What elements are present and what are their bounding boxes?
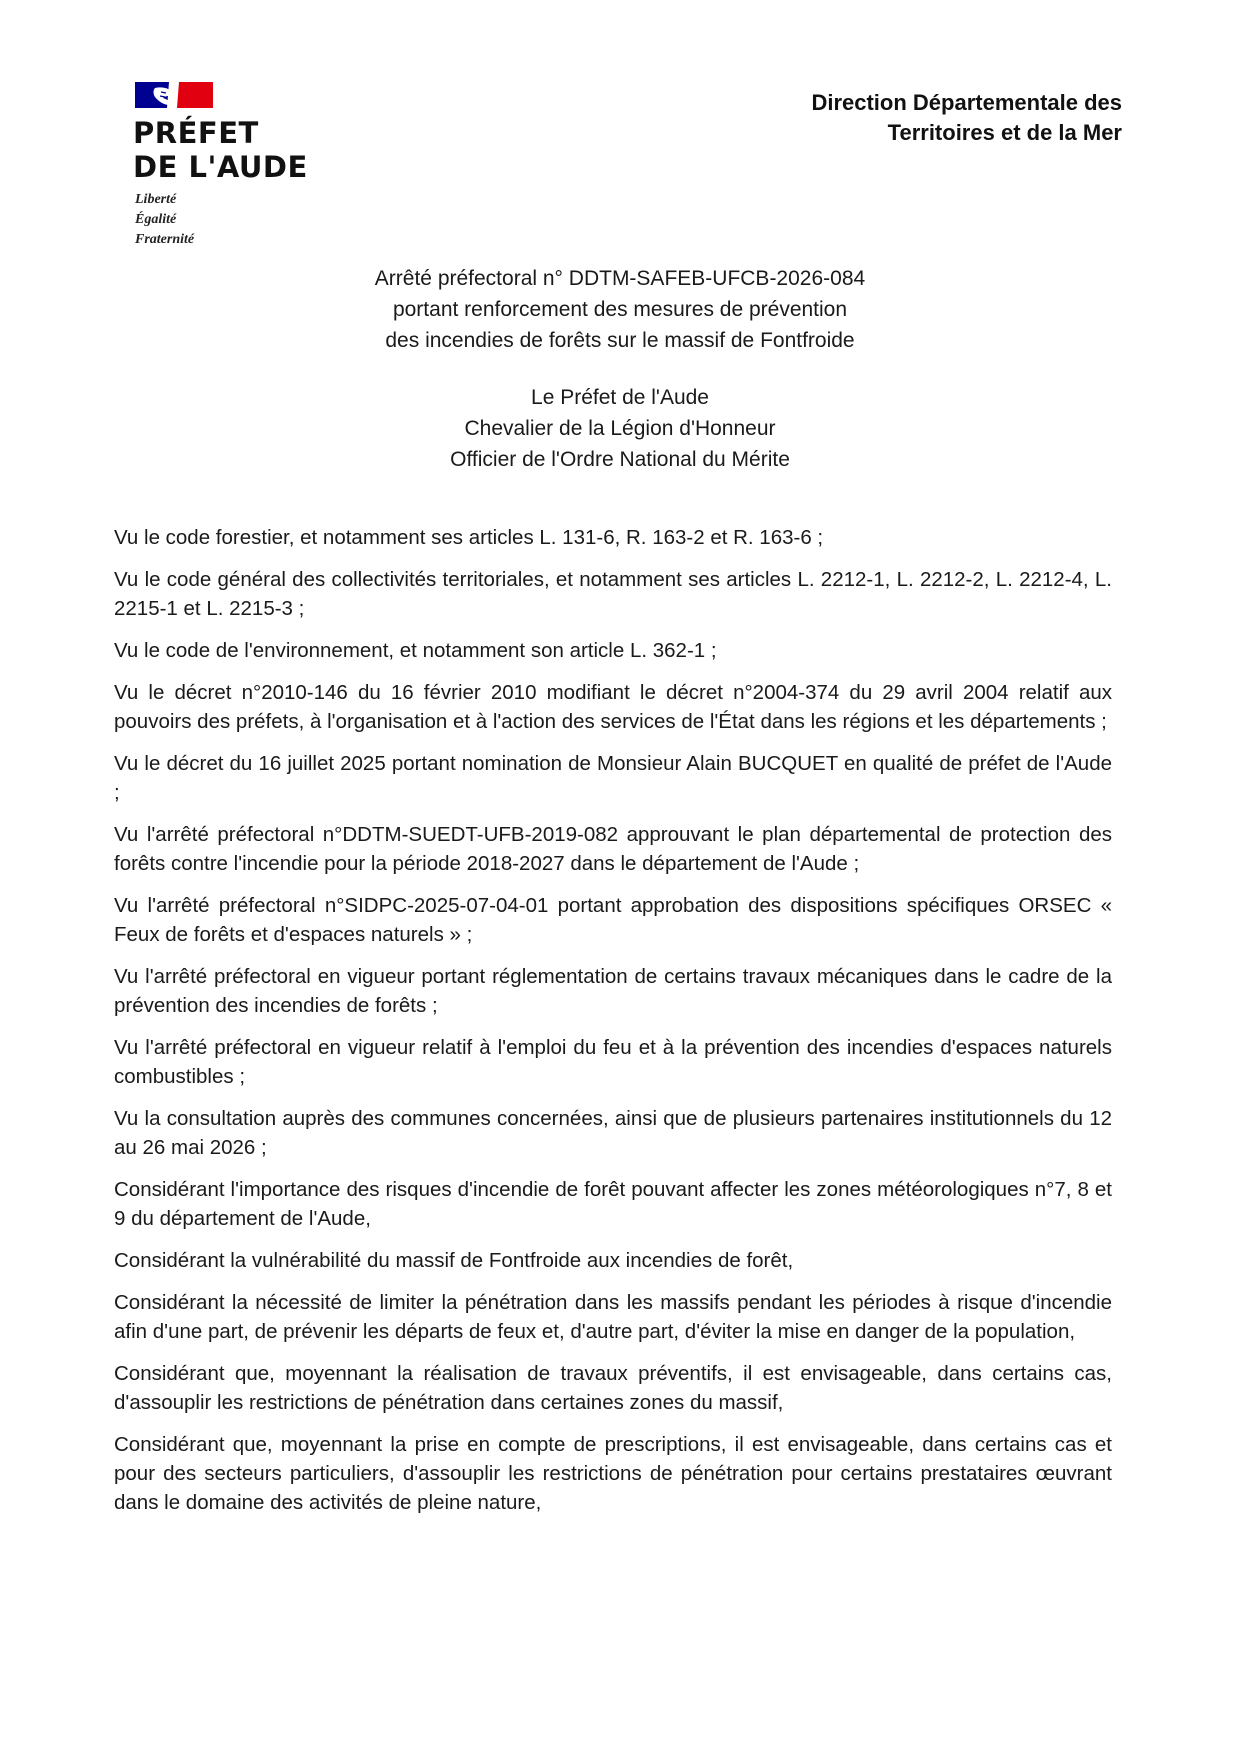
paragraph-considerant-prestataires: Considérant que, moyennant la prise en compte de prescriptions, il est envisageable, dans certains cas et pour des secteurs particuliers, d'assouplir les restrictions de pénétration pour certains prestataires œuvrant dans le domaine des activités de pleine nature, bbox=[114, 1433, 1112, 1514]
paragraph-vu-arrete-orsec: Vu l'arrêté préfectoral n°SIDPC-2025-07-04-01 portant approbation des dispositions spécifiques ORSEC « Feux de forêts et d'espaces naturels » ; bbox=[114, 894, 1112, 946]
decree-title-line2: portant renforcement des mesures de prévention bbox=[392, 298, 848, 321]
paragraph-vu-code-collectivites: Vu le code général des collectivités territoriales, et notamment ses articles L. 2212-1, L. 2212-2, L. 2212-4, L. 2215-1 et L. 2215-3 ; bbox=[114, 568, 1112, 620]
prefet-title-line1: PRÉFET bbox=[133, 116, 259, 150]
signatory-titles bbox=[220, 382, 1020, 475]
signatory-line1: Le Préfet de l'Aude bbox=[531, 386, 709, 409]
marianne-flag-icon bbox=[133, 80, 215, 110]
prefet-title bbox=[133, 116, 308, 184]
paragraph-vu-arrete-pdpfci: Vu l'arrêté préfectoral n°DDTM-SUEDT-UFB-2019-082 approuvant le plan départemental de protection des forêts contre l'incendie pour la période 2018-2027 dans le département de l'Aude ; bbox=[114, 823, 1112, 875]
motto-liberte: Liberté bbox=[135, 192, 177, 207]
decree-title-line1: Arrêté préfectoral n° DDTM-SAFEB-UFCB-2026-084 bbox=[374, 267, 866, 290]
decree-title-line3: des incendies de forêts sur le massif de Fontfroide bbox=[385, 329, 855, 352]
signatory-line2: Chevalier de la Légion d'Honneur bbox=[464, 417, 776, 440]
paragraph-vu-arrete-emploi-feu: Vu l'arrêté préfectoral en vigueur relatif à l'emploi du feu et à la prévention des incendies d'espaces naturels combustibles ; bbox=[114, 1036, 1112, 1088]
direction-line1: Direction Départementale des bbox=[811, 90, 1122, 115]
paragraph-vu-code-forestier: Vu le code forestier, et notamment ses articles L. 131-6, R. 163-2 et R. 163-6 ; bbox=[114, 526, 824, 549]
republic-motto bbox=[135, 190, 194, 250]
direction-line2: Territoires et de la Mer bbox=[887, 120, 1122, 145]
paragraph-vu-decret-2010: Vu le décret n°2010-146 du 16 février 2010 modifiant le décret n°2004-374 du 29 avril 2004 relatif aux pouvoirs des préfets, à l'organisation et à l'action des services de l'État dans les régions et les départements ; bbox=[114, 681, 1112, 733]
paragraph-vu-arrete-travaux: Vu l'arrêté préfectoral en vigueur portant réglementation de certains travaux mécaniques dans le cadre de la prévention des incendies de forêts ; bbox=[114, 965, 1112, 1017]
paragraph-vu-consultation: Vu la consultation auprès des communes concernées, ainsi que de plusieurs partenaires institutionnels du 12 au 26 mai 2026 ; bbox=[114, 1107, 1112, 1159]
motto-fraternite: Fraternité bbox=[135, 232, 195, 247]
paragraph-considerant-penetration: Considérant la nécessité de limiter la pénétration dans les massifs pendant les périodes à risque d'incendie afin d'une part, de prévenir les départs de feux et, d'autre part, d'éviter la mise en danger de la population, bbox=[114, 1291, 1112, 1343]
paragraph-considerant-risques: Considérant l'importance des risques d'incendie de forêt pouvant affecter les zones météorologiques n°7, 8 et 9 du département de l'Aude, bbox=[114, 1178, 1112, 1230]
paragraph-vu-decret-nomination: Vu le décret du 16 juillet 2025 portant nomination de Monsieur Alain BUCQUET en qualité de préfet de l'Aude ; bbox=[114, 752, 1112, 804]
paragraph-considerant-vulnerabilite: Considérant la vulnérabilité du massif de Fontfroide aux incendies de forêt, bbox=[114, 1249, 794, 1272]
document-body bbox=[114, 523, 1112, 1530]
decree-title bbox=[220, 263, 1020, 356]
signatory-line3: Officier de l'Ordre National du Mérite bbox=[450, 448, 790, 471]
prefet-title-line2: DE L'AUDE bbox=[133, 150, 308, 184]
motto-egalite: Égalité bbox=[135, 212, 177, 227]
paragraph-considerant-travaux: Considérant que, moyennant la réalisation de travaux préventifs, il est envisageable, dans certains cas, d'assouplir les restrictions de pénétration dans certaines zones du massif, bbox=[114, 1362, 1112, 1414]
paragraph-vu-code-environnement: Vu le code de l'environnement, et notamment son article L. 362-1 ; bbox=[114, 639, 717, 662]
issuing-direction bbox=[811, 88, 1122, 148]
